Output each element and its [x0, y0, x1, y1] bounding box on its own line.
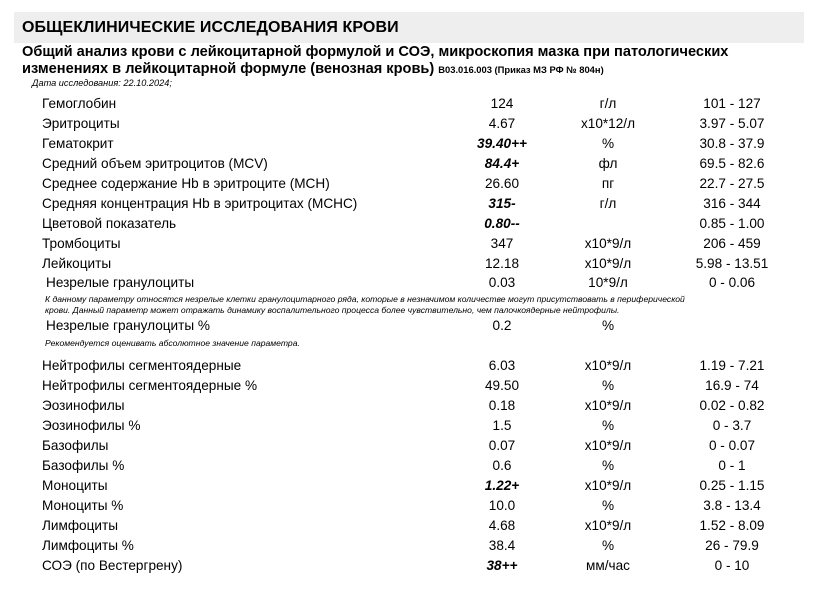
- result-name: Средняя концентрация Hb в эритроцитах (MCHC): [42, 196, 358, 211]
- result-reference-range: 0.85 - 1.00: [699, 216, 765, 231]
- result-unit: x10*9/л: [584, 398, 632, 413]
- result-row: [0, 114, 826, 134]
- result-value-abnormal: 39.40++: [477, 136, 527, 151]
- result-reference-range: 0 - 3.7: [712, 418, 752, 433]
- result-reference-range: 1.19 - 7.21: [699, 358, 765, 373]
- study-date: Дата исследования: 22.10.2024;: [32, 78, 172, 88]
- result-name: Лимфоциты: [42, 518, 118, 533]
- result-row: [0, 496, 826, 516]
- result-unit: фл: [598, 156, 618, 171]
- result-unit: %: [601, 378, 615, 393]
- result-value: 347: [490, 236, 514, 251]
- note-line: крови. Данный параметр может отражать динамику воспалительного процесса более чувствительно, чем палочкоядерные нейтрофилы.: [45, 304, 620, 315]
- result-name: Базофилы %: [42, 458, 125, 473]
- result-unit: x10*12/л: [580, 116, 636, 131]
- result-name: Нейтрофилы сегментоядерные: [42, 358, 242, 373]
- result-name: Незрелые гранулоциты %: [46, 318, 210, 333]
- result-row: [0, 194, 826, 214]
- result-value: 6.03: [488, 358, 516, 373]
- result-name: Эритроциты: [42, 116, 120, 131]
- result-value: 26.60: [484, 176, 520, 191]
- result-value: 38.4: [488, 538, 516, 553]
- result-row: [0, 476, 826, 496]
- analysis-code: B03.016.003 (Приказ МЗ РФ № 804н): [438, 64, 604, 75]
- result-reference-range: 16.9 - 74: [705, 378, 759, 393]
- result-reference-range: 22.7 - 27.5: [699, 176, 765, 191]
- result-value: 0.6: [492, 458, 512, 473]
- result-reference-range: 101 - 127: [703, 96, 761, 111]
- result-row: [0, 154, 826, 174]
- result-value-abnormal: 84.4+: [484, 156, 520, 171]
- analysis-title: [22, 44, 812, 78]
- result-row: [0, 516, 826, 536]
- result-name: Цветовой показатель: [42, 216, 177, 231]
- result-row: [0, 416, 826, 436]
- result-value-abnormal: 0.80--: [484, 216, 520, 231]
- result-unit: г/л: [599, 196, 617, 211]
- result-unit: x10*9/л: [584, 518, 632, 533]
- result-row: [0, 536, 826, 556]
- result-name: Эозинофилы %: [42, 418, 141, 433]
- result-unit: x10*9/л: [584, 478, 632, 493]
- result-value: 124: [490, 96, 514, 111]
- result-row: [0, 396, 826, 416]
- result-name: Средний объем эритроцитов (MCV): [42, 156, 268, 171]
- result-unit: мм/час: [586, 558, 630, 573]
- result-unit: x10*9/л: [584, 236, 632, 251]
- result-value-abnormal: 38++: [486, 558, 518, 573]
- result-reference-range: 0 - 1: [718, 458, 746, 473]
- result-row: [0, 234, 826, 254]
- result-value: 49.50: [484, 378, 520, 393]
- analysis-name: Общий анализ крови с лейкоцитарной формулой и СОЭ, микроскопия мазка при патологических изменениях в лейкоцитарной формуле (венозная кровь): [22, 44, 729, 77]
- result-value: 0.07: [488, 438, 516, 453]
- result-reference-range: 0 - 10: [714, 558, 750, 573]
- result-name: Нейтрофилы сегментоядерные %: [42, 378, 258, 393]
- result-reference-range: 26 - 79.9: [705, 538, 759, 553]
- result-unit: x10*9/л: [584, 256, 632, 271]
- result-row: [0, 94, 826, 114]
- result-reference-range: 316 - 344: [703, 196, 761, 211]
- result-row: [0, 254, 826, 274]
- result-name: Тромбоциты: [42, 236, 121, 251]
- note-line: К данному параметру относятся незрелые клетки гранулоцитарного ряда, которые в незначимом количестве могут присутствовать в периферической: [45, 294, 685, 304]
- result-unit: пг: [601, 176, 615, 191]
- result-value-abnormal: 315-: [488, 196, 516, 211]
- result-row: [0, 376, 826, 396]
- result-reference-range: 0 - 0.07: [708, 438, 756, 453]
- result-reference-range: 3.97 - 5.07: [699, 116, 765, 131]
- result-name: Эозинофилы: [42, 398, 125, 413]
- result-value-abnormal: 1.22+: [484, 478, 520, 493]
- result-row: [0, 356, 826, 376]
- immature-granulocytes-note: [45, 294, 815, 315]
- result-row: [0, 273, 826, 293]
- result-row: [0, 556, 826, 576]
- result-unit: x10*9/л: [584, 438, 632, 453]
- result-name: Базофилы: [42, 438, 109, 453]
- result-reference-range: 69.5 - 82.6: [699, 156, 765, 171]
- result-unit: 10*9/л: [588, 275, 628, 290]
- result-value: 12.18: [484, 256, 520, 271]
- result-row: [0, 316, 826, 336]
- result-unit: г/л: [599, 96, 617, 111]
- result-value: 0.18: [488, 398, 516, 413]
- result-name: СОЭ (по Вестергрену): [42, 558, 183, 573]
- result-unit: %: [601, 418, 615, 433]
- result-name: Лейкоциты: [42, 256, 112, 271]
- result-reference-range: 3.8 - 13.4: [703, 498, 761, 513]
- result-value: 10.0: [488, 498, 516, 513]
- result-unit: %: [601, 458, 615, 473]
- result-reference-range: 0 - 0.06: [708, 275, 756, 290]
- result-value: 4.68: [488, 518, 516, 533]
- section-header: [14, 12, 804, 43]
- result-value: 0.03: [488, 275, 516, 290]
- result-value: 1.5: [492, 418, 512, 433]
- result-unit: %: [601, 498, 615, 513]
- result-row: [0, 134, 826, 154]
- result-name: Гематокрит: [42, 136, 114, 151]
- result-reference-range: 0.02 - 0.82: [699, 398, 765, 413]
- result-row: [0, 214, 826, 234]
- result-unit: %: [601, 538, 615, 553]
- section-title: ОБЩЕКЛИНИЧЕСКИЕ ИССЛЕДОВАНИЯ КРОВИ: [22, 19, 399, 36]
- result-unit: %: [601, 318, 615, 333]
- result-name: Среднее содержание Hb в эритроците (MCH): [42, 176, 330, 191]
- result-unit: %: [601, 136, 615, 151]
- result-name: Лимфоциты %: [42, 538, 134, 553]
- result-unit: x10*9/л: [584, 358, 632, 373]
- result-row: [0, 436, 826, 456]
- result-reference-range: 1.52 - 8.09: [699, 518, 765, 533]
- result-row: [0, 174, 826, 194]
- result-value: 4.67: [488, 116, 516, 131]
- result-name: Моноциты %: [42, 498, 124, 513]
- result-name: Незрелые гранулоциты: [46, 275, 195, 290]
- absolute-value-note: Рекомендуется оценивать абсолютное значение параметра.: [45, 338, 300, 348]
- result-reference-range: 206 - 459: [703, 236, 761, 251]
- result-name: Гемоглобин: [42, 96, 117, 111]
- result-reference-range: 5.98 - 13.51: [695, 256, 769, 271]
- result-name: Моноциты: [42, 478, 108, 493]
- result-reference-range: 0.25 - 1.15: [699, 478, 765, 493]
- result-row: [0, 456, 826, 476]
- result-reference-range: 30.8 - 37.9: [699, 136, 765, 151]
- result-value: 0.2: [492, 318, 512, 333]
